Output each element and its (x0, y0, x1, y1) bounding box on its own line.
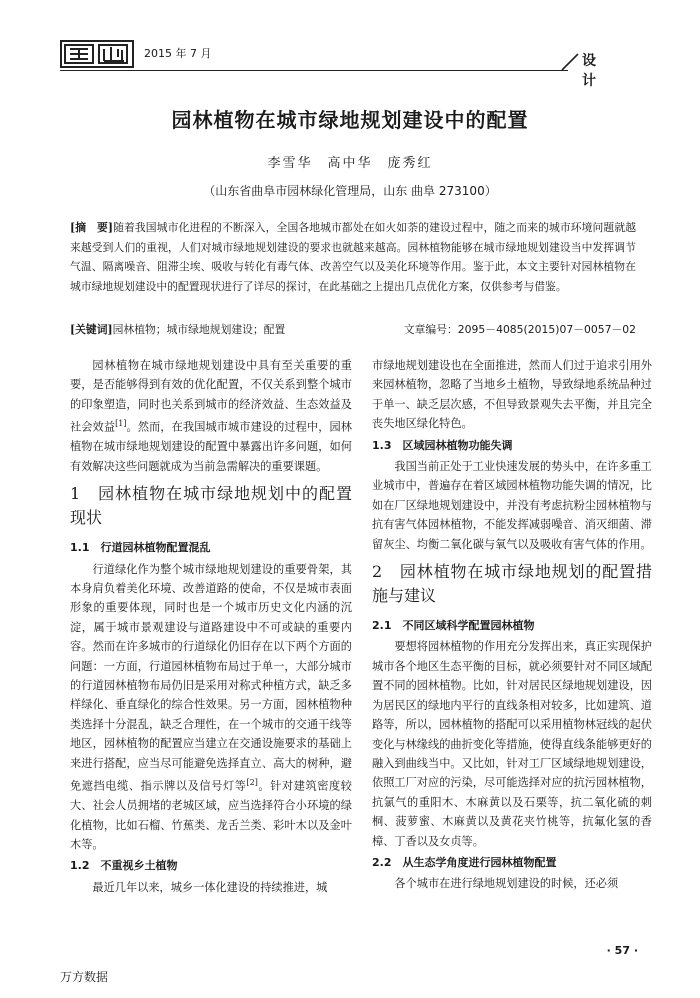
body-column-right (372, 356, 652, 894)
intro-paragraph (70, 356, 352, 476)
section-2-1-paragraph: 要想将园林植物的作用充分发挥出来，真正实现保护城市各个地区生态平衡的目标，就必须要针对不同区域配置不同的园林植物。比如，针对居民区绿地规划建设，因为居民区的绿地内平行的直线条相对较多，比如建筑、道路等，所以，园林植物的搭配可以采用植物林冠线的起伏变化与林缘线的曲折变化等措施，使得直线条能够更好的融入到曲线当中。又比如，针对工厂区域绿地规划建设，依照工厂对应的污染，尽可能选择对应的抗污园林植物，抗氯气的重阳木、木麻黄以及石栗等，抗二氧化硫的刺桐、菠萝蜜、木麻黄以及黄花夹竹桃等，抗氟化氢的香樟、丁香以及女贞等。 (372, 640, 652, 848)
keywords-row (70, 322, 636, 337)
section-1-1-paragraph (70, 560, 352, 855)
section-2-1-heading: 2.1 不同区域科学配置园林植物 (372, 619, 535, 633)
keywords-text: 园林植物；城市绿地规划建设；配置 (112, 323, 286, 336)
journal-logo (60, 40, 134, 68)
section-1-1-text-b: 。针对建筑密度较大、社会人员拥堵的老城区域，应当选择符合小环境的绿化植物，比如石榴、竹蕉类、龙舌兰类、彩叶木以及金叶木等。 (70, 779, 352, 851)
section-1-1-text-a: 行道绿化作为整个城市绿地规划建设的重要骨架，其本身肩负着美化环境、改善道路的使命，不仅是城市表面形象的重要体现，同时也是一个城市历史文化内涵的沉淀，属于城市景观建设与道路建设中不可或缺的重要内容。然而在许多城市的行道绿化仍旧存在以下两个方面的问题：一方面，行道园林植物布局过于单一，大部分城市的行道园林植物布局仍旧是采用对称式种植方式，缺乏多样绿化、垂直绿化的综合性效果。另一方面，园林植物种类选择十分混乱，缺乏合理性，在一个城市的交通干线等地区，园林植物的配置应当建立在交通设施要求的基础上来进行搭配，应当尽可能避免选择直立、高大的树种，避免遮挡电缆、指示牌以及信号灯等 (70, 562, 352, 793)
citation-2: [2] (246, 778, 258, 788)
body-column-left (70, 356, 352, 897)
section-1-3-paragraph: 我国当前正处于工业快速发展的势头中，在许多重工业城市中，普遍存在着区域园林植物功能失调的情况，比如在厂区绿地规划建设中，并没有考虑抗粉尘园林植物与抗有害气体园林植物，不能发挥减弱噪音、消灭细菌、滞留灰尘、均衡二氧化碳与氧气以及吸收有害气体的作用。 (372, 460, 652, 551)
section-2-heading: 2 园林植物在城市绿地规划的配置措施与建议 (372, 562, 652, 606)
article-affiliation: （山东省曲阜市园林绿化管理局，山东 曲阜 273100） (203, 184, 497, 198)
section-tag (560, 48, 640, 89)
section-2-2-heading: 2.2 从生态学角度进行园林植物配置 (372, 855, 557, 869)
abstract (70, 218, 636, 296)
section-1-3-heading: 1.3 区域园林植物功能失调 (372, 438, 513, 452)
article-title: 园林植物在城市绿地规划建设中的配置 (171, 108, 529, 132)
section-1-1-heading: 1.1 行道园林植物配置混乱 (70, 541, 211, 555)
section-1-2-paragraph-start: 最近几年以来，城乡一体化建设的持续推进，城 (92, 880, 328, 894)
intro-text-b: 。然而，在我国城市城市建设的过程中，园林植物在城市绿地规划建设的配置中暴露出许多问题，如何有效解决这些问题就成为当前急需解决的重要课题。 (70, 420, 352, 473)
article-authors: 李雪华 高中华 庞秀红 (267, 156, 433, 171)
abstract-text: 随着我国城市化进程的不断深入，全国各地城市都处在如火如荼的建设过程中，随之而来的城市环境问题就越来越受到人们的重视，人们对城市绿地规划建设的要求也就越来越高。园林植物能够在城市绿地规划建设当中发挥调节气温、隔离噪音、阻滞尘埃、吸收与转化有毒气体、改善空气以及美化环境等作用。鉴于此，本文主要针对园林植物在城市绿地规划建设中的配置现状进行了详尽的探讨，在此基础之上提出几点优化方案，仅供参考与借鉴。 (70, 221, 637, 293)
section-1-heading: 1 园林植物在城市绿地规划中的配置现状 (70, 484, 352, 528)
keywords-label: [关键词] (70, 323, 113, 336)
article-number: 文章编号：2095－4085(2015)07－0057－02 (403, 323, 636, 336)
header-rule (60, 70, 568, 71)
page-number: · 57 · (606, 944, 638, 957)
section-1-2-heading: 1.2 不重视乡土植物 (70, 859, 178, 873)
source-watermark: 万方数据 (60, 970, 109, 984)
section-label: 设 计 (582, 53, 610, 89)
citation-1: [1] (115, 419, 127, 429)
section-2-2-paragraph: 各个城市在进行绿地规划建设的时候，还必须 (394, 877, 619, 891)
abstract-label: [摘 要] (70, 221, 114, 234)
running-header (60, 38, 640, 89)
intro-text-a: 园林植物在城市绿地规划建设中具有至关重要的重要，是否能够得到有效的优化配置，不仅关系到整个城市的印象塑造，同时也关系到城市的经济效益、生态效益及社会效益 (70, 359, 352, 434)
section-1-2-paragraph-cont: 市绿地规划建设也在全面推进，然而人们过于追求引用外来园林植物，忽略了当地乡土植物，导致绿地系统品种过于单一、缺乏层次感，不但导致景观失去平衡，并且完全丧失地区绿化特色。 (372, 359, 652, 431)
issue-date: 2015 年 7 月 (144, 47, 212, 60)
